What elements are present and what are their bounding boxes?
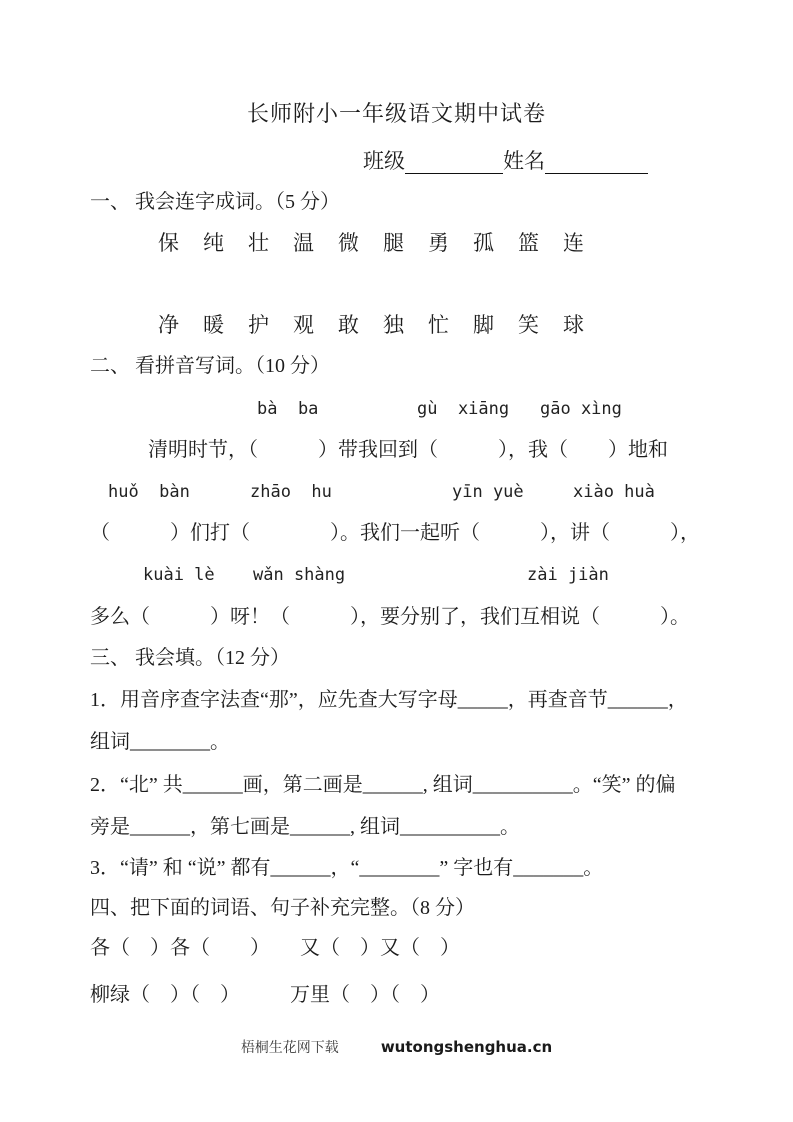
match-char: 净	[158, 313, 179, 337]
pinyin-huoban: huǒ bàn	[108, 482, 190, 502]
pinyin-guxiang: gù xiāng	[417, 399, 510, 419]
pinyin-yinyue: yīn yuè	[452, 482, 524, 502]
section3-item3: 3．“请” 和 “说” 都有______，“________” 字也有_______。	[90, 857, 604, 879]
section4-row2: 柳绿（ ）（ ） 万里（ ）（ ）	[90, 984, 440, 1006]
pinyin-zhaohu: zhāo hu	[250, 482, 332, 502]
match-char: 篮	[518, 231, 539, 255]
pinyin-xiaohua: xiào huà	[573, 482, 655, 502]
match-char: 暖	[203, 313, 224, 337]
match-char: 球	[563, 313, 584, 337]
match-char: 护	[248, 313, 269, 337]
match-char: 脚	[473, 313, 494, 337]
footer-site-url: wutongshenghua.cn	[380, 1038, 553, 1056]
student-info-line	[363, 148, 648, 174]
footer	[0, 1038, 793, 1058]
class-blank-line	[405, 149, 503, 174]
name-blank-line	[545, 149, 648, 174]
section2-heading: 二、 看拼音写词。（10 分）	[90, 355, 330, 377]
name-label: 姓名	[503, 149, 545, 173]
footer-site-name: 梧桐生花网下载	[240, 1041, 339, 1056]
match-char: 孤	[473, 231, 494, 255]
section1-char-row-top	[158, 230, 584, 256]
pinyin-wanshang: wǎn shàng	[253, 565, 346, 585]
match-char: 纯	[203, 231, 224, 255]
page-title: 长师附小一年级语文期中试卷	[246, 101, 546, 126]
match-char: 腿	[383, 231, 404, 255]
pinyin-baba: bà ba	[257, 399, 319, 419]
section3-item2-line2: 旁是______，第七画是______, 组词__________。	[90, 816, 520, 838]
pinyin-gaoxing: gāo xìng	[540, 399, 622, 419]
section4-heading: 四、把下面的词语、句子补充完整。（8 分）	[90, 897, 475, 919]
section1-heading: 一、 我会连字成词。（5 分）	[90, 191, 340, 213]
section4-row1: 各（ ）各（ ） 又（ ）又（ ）	[90, 937, 460, 959]
section3-heading: 三、 我会填。（12 分）	[90, 647, 290, 669]
section3-item1-line1: 1．用音序查字法查“那”，应先查大写字母_____，再查音节______，	[90, 689, 688, 711]
section2-line-1: 清明时节，（ ）带我回到（ ），我（ ）地和	[148, 439, 668, 461]
pinyin-row-2	[90, 482, 730, 506]
section2-line-2: （ ）们打（ ）。我们一起听（ ），讲（ ），	[90, 522, 700, 544]
pinyin-zaijian: zài jiàn	[527, 565, 609, 585]
match-char: 观	[293, 313, 314, 337]
section2-line-3: 多么（ ）呀！（ ），要分别了，我们互相说（ ）。	[90, 606, 690, 628]
match-char: 壮	[248, 231, 269, 255]
match-char: 笑	[518, 313, 539, 337]
section3-item1-line2: 组词________。	[90, 731, 230, 753]
match-char: 连	[563, 231, 584, 255]
pinyin-row-1	[90, 399, 730, 423]
match-char: 保	[158, 231, 179, 255]
section1-char-row-bottom	[158, 312, 584, 338]
match-char: 勇	[428, 231, 449, 255]
match-char: 独	[383, 313, 404, 337]
match-char: 忙	[428, 313, 449, 337]
match-char: 敢	[338, 313, 359, 337]
match-char: 温	[293, 231, 314, 255]
class-label: 班级	[363, 149, 405, 173]
pinyin-kuaile: kuài lè	[143, 565, 215, 585]
pinyin-row-3	[90, 565, 730, 589]
section3-item2-line1: 2．“北” 共______画，第二画是______, 组词__________。“笑” 的偏	[90, 774, 676, 796]
match-char: 微	[338, 231, 359, 255]
